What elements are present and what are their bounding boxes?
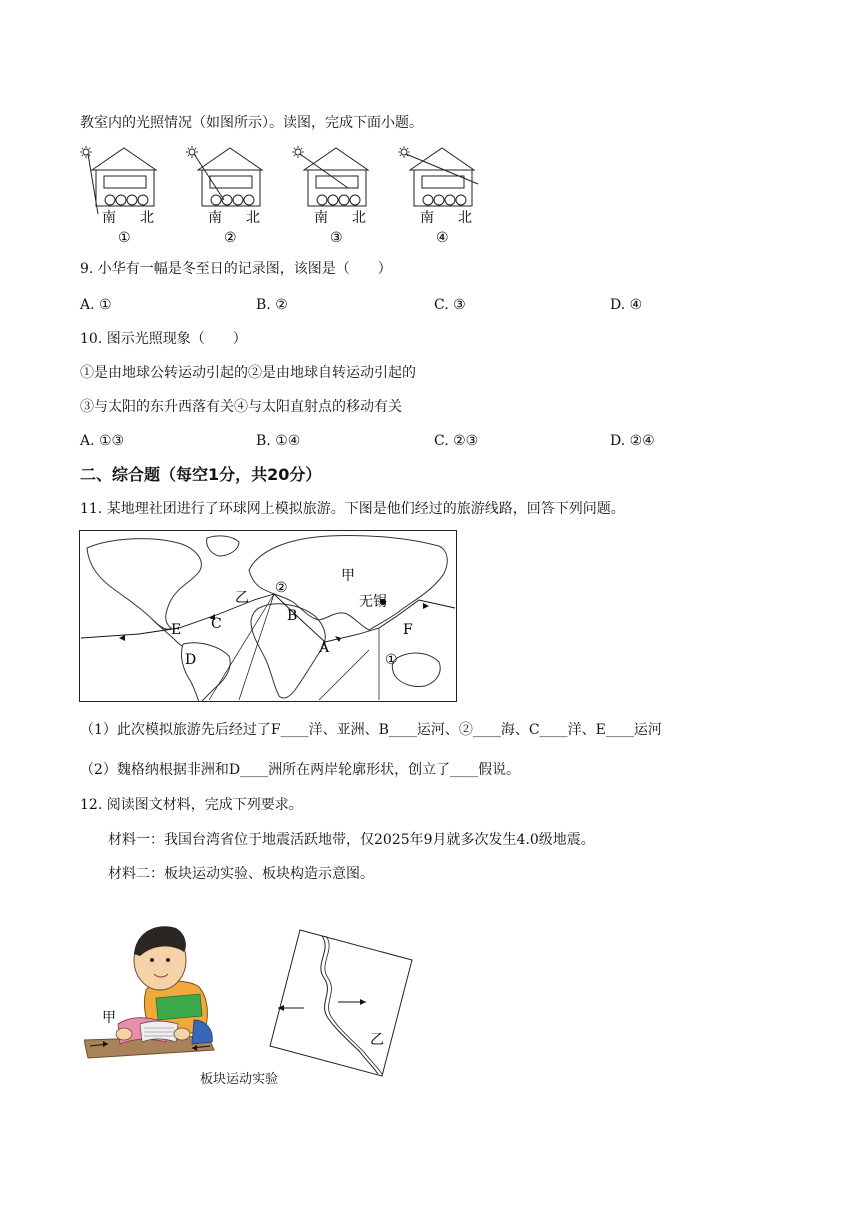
section-heading: 二、综合题（每空1分，共20分） <box>80 465 322 484</box>
q12-material-2: 材料二：板块运动实验、板块构造示意图。 <box>108 866 374 882</box>
q9-option-d: D. ④ <box>610 297 643 313</box>
classroom-figure-3 <box>292 146 368 246</box>
plate-experiment-illustration <box>84 920 224 1068</box>
map-label-jia: 甲 <box>341 568 355 584</box>
q10-option-c: C. ②③ <box>434 433 479 449</box>
world-route-map <box>79 530 457 702</box>
map-label-c: C <box>211 616 222 632</box>
q9-stem: 9. 小华有一幅是冬至日的记录图，该图是（ ） <box>80 261 392 277</box>
q11-sub2: （2）魏格纳根据非洲和D____洲所在两岸轮廓形状，创立了____假说。 <box>80 762 521 778</box>
intro-text: 教室内的光照情况（如图所示）。读图，完成下面小题。 <box>80 115 423 131</box>
map-label-yi: 乙 <box>235 590 249 606</box>
q9-option-a: A. ① <box>80 297 112 313</box>
q10-option-d: D. ②④ <box>610 433 655 449</box>
map-label-f: F <box>403 622 413 638</box>
q9-option-c: C. ③ <box>434 297 466 313</box>
figure-number-2: ② <box>224 230 237 246</box>
figure-label-jia: 甲 <box>102 1010 116 1026</box>
q10-stem: 10. 图示光照现象（ ） <box>80 331 247 347</box>
q10-option-a: A. ①③ <box>80 433 125 449</box>
map-label-a: A <box>319 640 330 656</box>
south-label-2: 南 <box>208 210 222 226</box>
north-label-1: 北 <box>140 210 154 226</box>
plate-boundary-diagram <box>262 928 418 1078</box>
figure-caption: 板块运动实验 <box>200 1072 279 1087</box>
q10-statement-1: ①是由地球公转运动引起的②是由地球自转运动引起的 <box>80 365 416 381</box>
classroom-figure-1 <box>80 146 156 246</box>
q11-sub1: （1）此次模拟旅游先后经过了F____洋、亚洲、B____运河、②____海、C____洋、E____运河 <box>80 722 662 738</box>
classroom-figure-2 <box>186 146 262 246</box>
south-label-1: 南 <box>102 210 116 226</box>
map-label-circle-2: ② <box>275 580 288 596</box>
figure-label-yi: 乙 <box>370 1032 384 1048</box>
map-label-circle-1: ① <box>385 652 398 668</box>
q10-statement-2: ③与太阳的东升西落有关④与太阳直射点的移动有关 <box>80 399 402 415</box>
classroom-figure-4 <box>398 146 478 246</box>
q12-material-1: 材料一：我国台湾省位于地震活跃地带，仅2025年9月就多次发生4.0级地震。 <box>108 832 595 848</box>
figure-number-1: ① <box>118 230 131 246</box>
north-label-4: 北 <box>458 210 472 226</box>
q10-option-b: B. ①④ <box>256 433 301 449</box>
map-label-wuxi: 无锡 <box>359 594 387 610</box>
north-label-2: 北 <box>246 210 260 226</box>
figure-number-3: ③ <box>330 230 343 246</box>
q9-option-b: B. ② <box>256 297 288 313</box>
north-label-3: 北 <box>352 210 366 226</box>
map-label-e: E <box>171 622 182 638</box>
classroom-light-figure <box>72 142 512 250</box>
figure-number-4: ④ <box>436 230 449 246</box>
q12-stem: 12. 阅读图文材料，完成下列要求。 <box>80 797 303 813</box>
map-label-b: B <box>287 608 298 624</box>
map-label-d: D <box>185 652 197 668</box>
q11-stem: 11. 某地理社团进行了环球网上模拟旅游。下图是他们经过的旅游线路，回答下列问题。 <box>80 501 625 517</box>
south-label-3: 南 <box>314 210 328 226</box>
south-label-4: 南 <box>420 210 434 226</box>
